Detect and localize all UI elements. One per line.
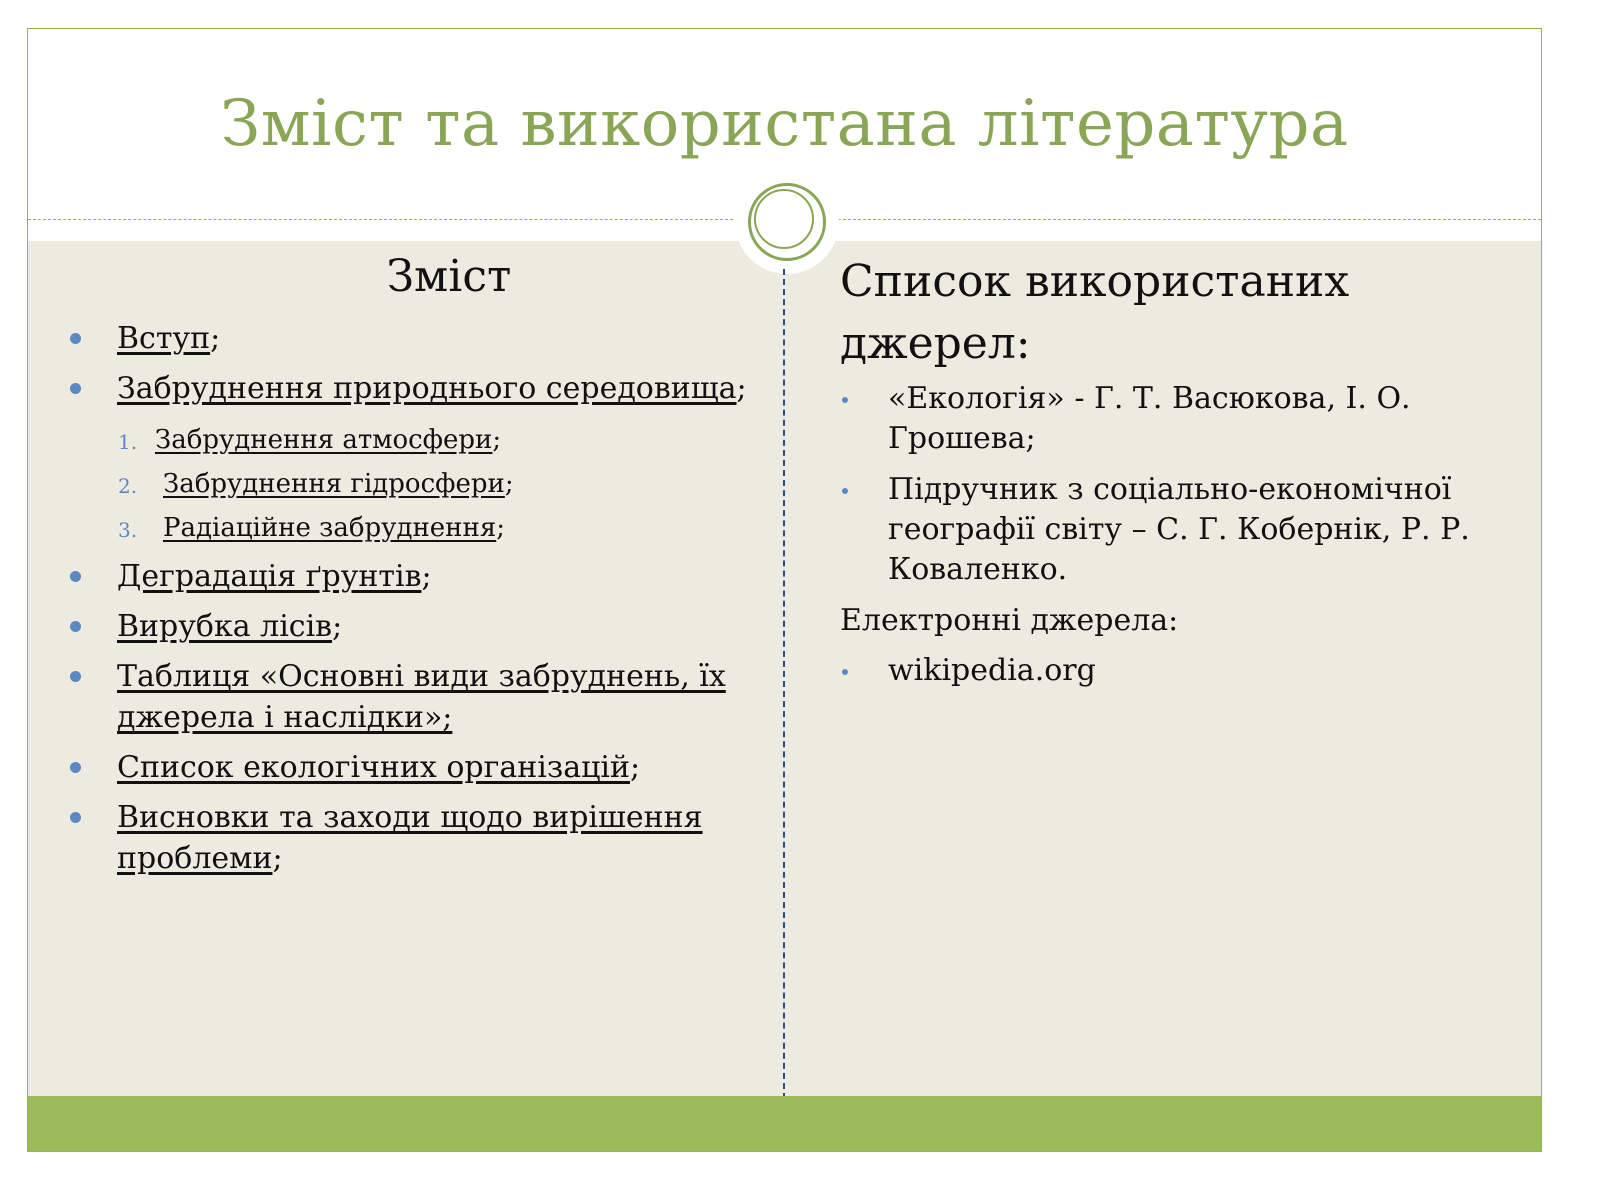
toc-link-radiation[interactable]: Радіаційне забруднення [163,513,497,543]
punctuation: ; [210,321,221,356]
pollution-sublist [64,418,764,550]
list-item [64,656,764,738]
list-item [64,318,764,359]
toc-link-intro[interactable]: Вступ [117,321,211,356]
list-item [64,368,764,409]
punctuation: ; [504,469,514,499]
list-item [64,797,764,879]
toc-link-atmosphere[interactable]: Забруднення атмосфери [155,425,493,455]
source-text: «Екологія» - Г. Т. Васюкова, І. О. Грошева; [888,381,1411,456]
list-item [840,651,1520,691]
toc-link-conclusions[interactable]: Висновки та заходи щодо вирішення проблеми [117,800,703,876]
source-text: Підручник з соціально-економічної географії світу – С. Г. Кобернік, Р. Р. Коваленко. [888,472,1470,587]
contents-column [64,251,764,888]
source-text: wikipedia.org [888,653,1096,688]
bullet-icon [842,669,848,675]
footer-bar [28,1096,1541,1151]
title-divider-right [838,219,1541,220]
list-item [64,556,764,597]
punctuation: ; [496,513,505,543]
bullet-icon [70,812,81,823]
column-divider [783,269,785,1099]
list-item [64,462,764,506]
punctuation: ; [421,559,432,594]
bullet-icon [70,762,81,773]
slide [27,28,1542,1152]
bullet-icon [70,571,81,582]
electronic-sources-list [840,651,1520,691]
list-item [840,470,1520,590]
circle-ring-inner [754,189,814,249]
toc-link-deforestation[interactable]: Вирубка лісів [117,609,333,644]
punctuation: ; [629,750,641,785]
list-item [64,606,764,647]
list-item [840,379,1520,459]
sources-heading: Список використаних джерел: [840,256,1350,369]
list-item [64,747,764,788]
bullet-icon [70,621,81,632]
list-number: 1. [118,430,138,454]
contents-heading: Зміст [386,251,512,302]
bullet-icon [70,383,81,394]
list-item [64,418,764,462]
punctuation: ; [272,841,283,876]
slide-title: Зміст та використана література [220,87,1349,161]
electronic-sources-label: Електронні джерела: [840,603,1179,638]
toc-link-organizations[interactable]: Список екологічних організацій [117,750,630,785]
contents-list-continued [64,556,764,879]
punctuation: ; [492,425,502,455]
punctuation: ; [332,609,343,644]
toc-link-pollution[interactable]: Забруднення природнього середовища [117,371,737,406]
list-number: 3. [118,518,138,542]
sources-list [840,379,1520,590]
bullet-icon [70,671,81,682]
list-item [64,506,764,550]
bullet-icon [842,397,848,403]
toc-link-hydrosphere[interactable]: Забруднення гідросфери [163,469,505,499]
title-divider-left [28,219,733,220]
bullet-icon [70,333,81,344]
list-number: 2. [118,474,138,498]
toc-link-table[interactable]: Таблиця «Основні види забруднень, їх джерела і наслідки»; [117,659,726,735]
sources-column [840,251,1520,702]
punctuation: ; [736,371,747,406]
toc-link-soil[interactable]: Деградація ґрунтів [117,559,422,594]
bullet-icon [842,488,848,494]
contents-list [64,318,764,409]
